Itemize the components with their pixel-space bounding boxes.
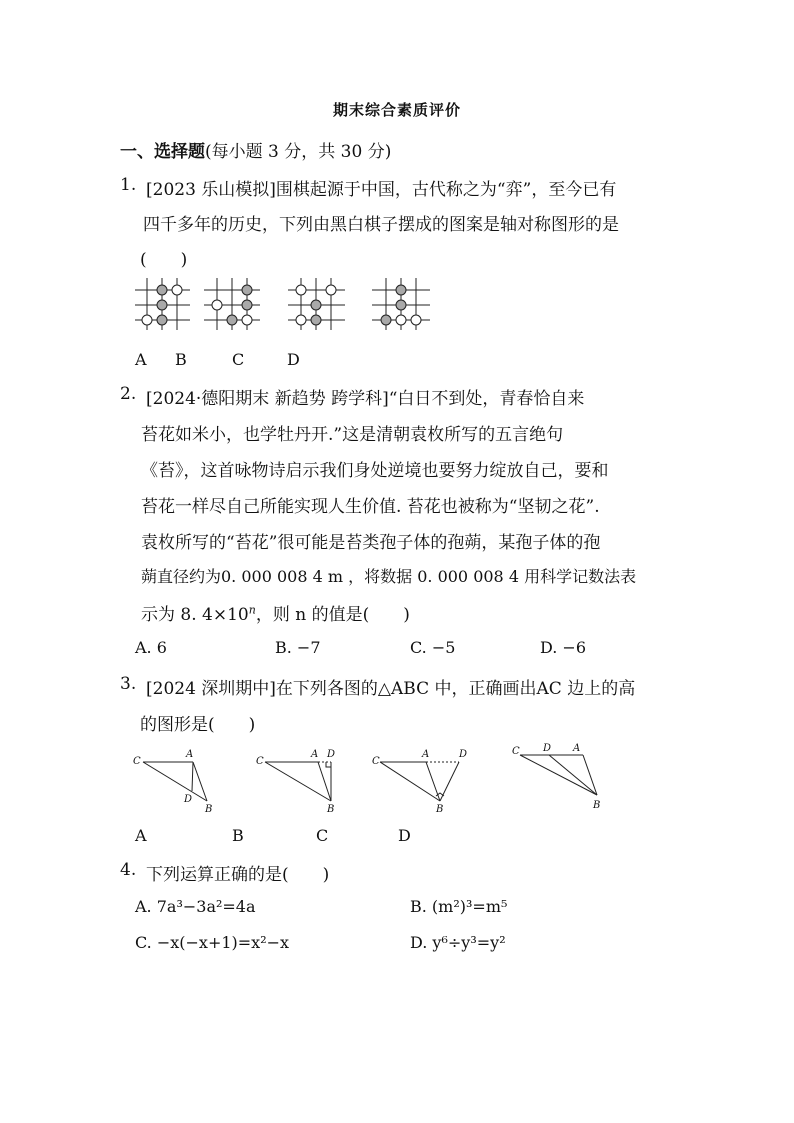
q4-option-c: C. −x(−x+1)=x²−x [135,933,290,952]
fig-a-d: D [184,794,193,805]
fig-a-c: C [133,756,141,767]
q1-label-b: B [175,350,187,369]
q2-line7-pre: 示为 8. 4×10 [141,605,249,625]
q1-label-a: A [135,350,147,369]
page-title: 期末综合素质评价 [332,101,461,119]
fig-a-b: B [205,804,213,815]
fig-a-a: A [186,749,194,760]
q3-label-a: A [135,826,147,845]
q3-line2: 的图形是( ) [140,715,256,735]
section-title: 一、选择题 [120,142,205,162]
q2-option-d: D. −6 [540,638,587,657]
q3-triangle-figures [0,742,794,822]
q3-label-c: C [316,826,329,845]
fig-c-d: D [459,749,468,760]
q4-number: 4. [120,860,137,880]
q2-option-c: C. −5 [410,638,456,657]
fig-d-b: B [593,800,601,811]
q1-number: 1. [120,175,137,195]
q2-option-b: B. −7 [275,638,321,657]
section-heading [120,137,391,162]
q2-line5: 袁枚所写的“苔花”很可能是苔类孢子体的孢蒴，某孢子体的孢 [141,533,601,553]
q2-line7 [141,600,410,625]
fig-b-d: D [327,749,336,760]
q4-stem: 下列运算正确的是( ) [146,865,330,885]
fig-c-b: B [436,804,444,815]
q1-label-c: C [232,350,245,369]
q1-line2: 四千多年的历史，下列由黑白棋子摆成的图案是轴对称图形的是 [143,215,619,235]
fig-d-d: D [543,743,552,754]
fig-d-a: A [573,743,581,754]
triangle-c [380,762,459,801]
q1-answer-blank: ( ) [140,250,188,270]
fig-d-c: C [512,746,520,757]
q4-option-d: D. y⁶÷y³=y² [410,933,506,952]
fig-c-c: C [372,756,380,767]
fig-c-a: A [422,749,430,760]
q3-line1: [2024 深圳期中]在下列各图的△ABC 中，正确画出AC 边上的高 [146,679,636,699]
q2-line1: [2024·德阳期末 新趋势 跨学科]“白日不到处，青春恰自来 [146,389,585,409]
section-note: (每小题 3 分，共 30 分) [205,142,392,162]
q3-label-d: D [398,826,411,845]
q1-label-d: D [287,350,300,369]
triangle-a [143,762,207,801]
q3-label-b: B [232,826,244,845]
q2-option-a: A. 6 [135,638,167,657]
q2-line2: 苔花如米小，也学牡丹开.”这是清朝袁枚所写的五言绝句 [141,425,564,445]
fig-b-b: B [327,804,335,815]
q2-line4: 苔花一样尽自己所能实现人生价值. 苔花也被称为“坚韧之花”. [141,497,600,517]
fig-b-c: C [256,756,264,767]
fig-b-a: A [311,749,319,760]
q2-line7-post: ，则 n 的值是( ) [255,605,410,625]
q2-line7-sup: n [248,603,256,617]
q2-line6: 蒴直径约为0. 000 008 4 m ，将数据 0. 000 008 4 用科学记数法表 [141,567,637,586]
q3-number: 3. [120,674,137,694]
q4-option-b: B. (m²)³=m⁵ [410,897,508,916]
triangle-d [520,755,597,795]
triangle-b [265,762,331,801]
q2-line3: 《苔》，这首咏物诗启示我们身处逆境也要努力绽放自己，要和 [141,461,609,481]
q1-go-figures [0,272,794,332]
q1-line1: [2023 乐山模拟]围棋起源于中国，古代称之为“弈”，至今已有 [146,180,617,200]
q4-option-a: A. 7a³−3a²=4a [135,897,256,916]
q2-number: 2. [120,384,137,404]
